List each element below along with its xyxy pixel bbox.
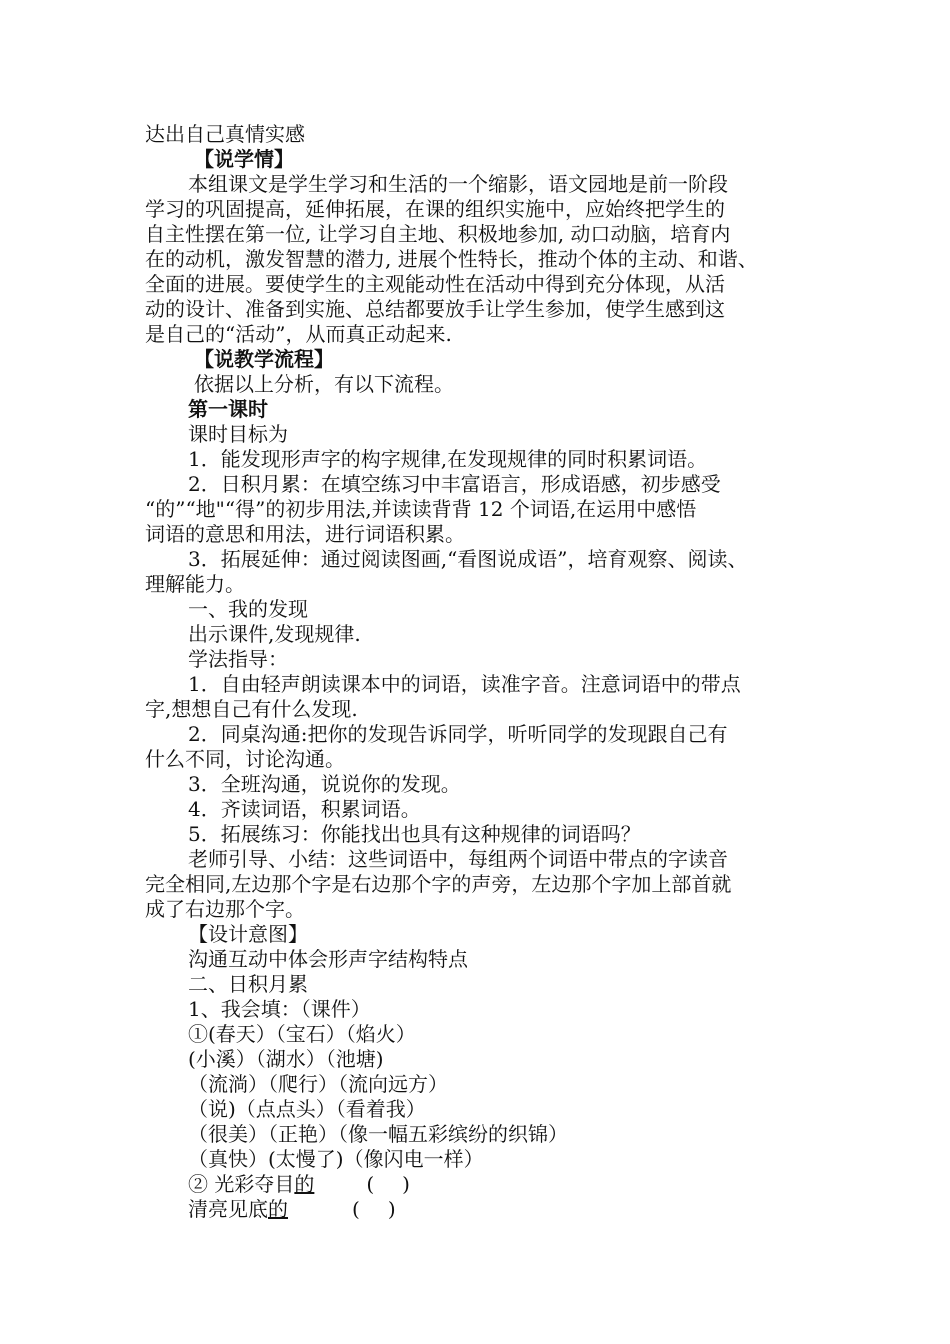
close-paren: ) — [387, 1197, 396, 1221]
exercise-line — [145, 1197, 835, 1222]
list-item-continued: 什么不同，讨论沟通。 — [145, 747, 345, 771]
paragraph-line: 自主性摆在第一位, 让学习自主地、积极地参加, 动口动脑，培育内 — [145, 222, 731, 246]
subsection-heading: 二、日积月累 — [188, 972, 308, 996]
exercise-phrase: ② 光彩夺目 — [188, 1172, 295, 1196]
list-item: 1．自由轻声朗读课本中的词语，读准字音。注意词语中的带点 — [188, 672, 741, 696]
paragraph-line: 全面的进展。要使学生的主观能动性在活动中得到充分体现，从活 — [145, 272, 725, 296]
exercise-line: （很美）（正艳）（像一幅五彩缤纷的织锦） — [188, 1122, 568, 1146]
paragraph-line: 学法指导： — [188, 647, 288, 671]
paragraph-line: 在的动机，激发智慧的潜力, 进展个性特长，推动个体的主动、和谐、 — [145, 247, 758, 271]
list-item: 3．全班沟通，说说你的发现。 — [188, 772, 461, 796]
paragraph-line: 沟通互动中体会形声字结构特点 — [188, 947, 468, 971]
document-page — [145, 122, 835, 1222]
section-heading-teaching-process: 【说教学流程】 — [194, 347, 334, 371]
exercise-line: (小溪）（湖水）（池塘) — [188, 1047, 384, 1071]
list-item: 4．齐读词语，积累词语。 — [188, 797, 421, 821]
paragraph-line: 老师引导、小结：这些词语中，每组两个词语中带点的字读音 — [188, 847, 728, 871]
paragraph-line: 依据以上分析，有以下流程。 — [194, 372, 454, 396]
underlined-particle: 的 — [294, 1172, 315, 1196]
list-item: 2．同桌沟通:把你的发现告诉同学，听听同学的发现跟自己有 — [188, 722, 728, 746]
exercise-line: （真快）(太慢了)（像闪电一样） — [188, 1147, 484, 1171]
design-intent-heading: 【设计意图】 — [188, 922, 308, 946]
paragraph-line: 是自己的“活动”，从而真正动起来. — [145, 322, 452, 346]
objective-item-continued: “的”“地"“得”的初步用法,并读读背背 12 个词语,在运用中感悟 — [145, 497, 697, 521]
subsection-heading: 一、我的发现 — [188, 597, 308, 621]
paragraph-line: 完全相同,左边那个字是右边那个字的声旁，左边那个字加上部首就 — [145, 872, 732, 896]
exercise-phrase: 清亮见底 — [188, 1197, 268, 1221]
paragraph-line: 本组课文是学生学习和生活的一个缩影，语文园地是前一阶段 — [188, 172, 728, 196]
lesson-heading: 第一课时 — [188, 397, 268, 421]
paragraph-line: 动的设计、准备到实施、总结都要放手让学生参加，使学生感到这 — [145, 297, 725, 321]
close-paren: ) — [402, 1172, 410, 1196]
objective-item: 1．能发现形声字的构字规律,在发现规律的同时积累词语。 — [188, 447, 708, 471]
list-item-continued: 字,想想自己有什么发现. — [145, 697, 358, 721]
objective-item-continued: 理解能力。 — [145, 572, 245, 596]
open-paren: ( — [366, 1172, 375, 1196]
paragraph-line: 成了右边那个字。 — [145, 897, 305, 921]
exercise-line — [145, 1172, 835, 1197]
text-line: 达出自己真情实感 — [145, 122, 305, 146]
paragraph-line: 学习的巩固提高，延伸拓展，在课的组织实施中，应始终把学生的 — [145, 197, 725, 221]
exercise-line: ①(春天）（宝石）（焰火） — [188, 1022, 416, 1046]
list-item: 5．拓展练习：你能找出也具有这种规律的词语吗？ — [188, 822, 641, 846]
paragraph-line: 课时目标为 — [188, 422, 288, 446]
objective-item-continued: 词语的意思和用法，进行词语积累。 — [145, 522, 465, 546]
section-heading-student-analysis: 【说学情】 — [194, 147, 294, 171]
open-paren: ( — [352, 1197, 360, 1221]
paragraph-line: 出示课件,发现规律. — [188, 622, 361, 646]
underlined-particle: 的 — [268, 1197, 288, 1221]
exercise-line: 1、我会填：（课件） — [188, 997, 371, 1021]
exercise-line: （流淌）（爬行）（流向远方） — [188, 1072, 448, 1096]
objective-item: 3．拓展延伸：通过阅读图画,“看图说成语”，培育观察、阅读、 — [188, 547, 748, 571]
exercise-line: （说)（点点头）（看着我） — [188, 1097, 426, 1121]
objective-item: 2．日积月累：在填空练习中丰富语言，形成语感，初步感受 — [188, 472, 721, 496]
